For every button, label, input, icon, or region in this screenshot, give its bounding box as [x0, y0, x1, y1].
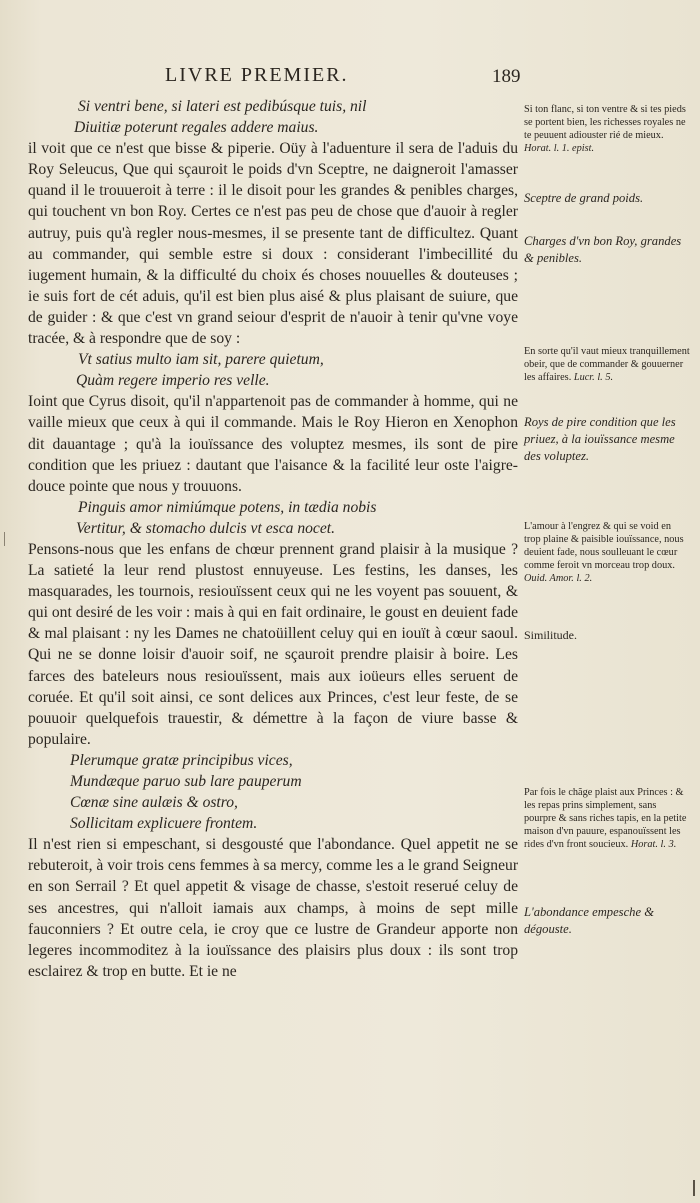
main-text-column	[28, 96, 518, 982]
paragraph-1: il voit que ce n'est que bisse & piperie. Oüy à l'aduenture il sera de l'aduis du Roy Seleucus, Que qui sçauroit le poids d'vn Sceptre, ne daigneroit l'amasser quand il le trouueroit à terre : il le disoit pour les grandes & penibles charges, qui touchent vn bon Roy. Certes ce n'est pas peu de chose que d'auoir à regler autruy, puis qu'à regler nous-mesmes, il se presente tant de difficultez. Quant au commander, qui semble estre si doux : considerant l'imbecillité du iugement humain, & la difficulté du choix és choses nouuelles & douteuses ; ie suis fort de cét aduis, qu'il est bien plus aisé & plus plaisant de suiure, que de guider : & que c'est vn grand seiour d'esprit de n'auoir à tenir qu'vne voye tracée, & à respondre que de soy :	[28, 140, 518, 348]
margin-note-2: Sceptre de grand poids.	[524, 191, 644, 205]
margin-note-source: Ouid. Amor. l. 2.	[524, 573, 593, 584]
margin-note-source: Horat. l. 1. epist.	[524, 143, 595, 154]
page-number: 189	[492, 66, 521, 87]
paragraph-2: Ioint que Cyrus disoit, qu'il n'appartenoit pas de commander à homme, qui ne vaille mieux que ceux à qui il commande. Mais le Roy Hieron en Xenophon dit dauantage ; qu'à la iouïssance des voluptez mesmes, ils sont de pire condition que les priuez : dautant que l'aisance & la facilité leur oste l'aigre-douce pointe que nous y trouuons.	[28, 393, 518, 495]
verse-line: Vt satius multo iam sit, parere quietum,	[78, 351, 324, 369]
margin-note-source: Horat. l. 3.	[630, 839, 677, 850]
page-edge-mark	[4, 532, 5, 546]
verse-line: Cœnæ sine aulæis & ostro,	[70, 794, 238, 812]
verse-line: Sollicitam explicuere frontem.	[70, 815, 258, 833]
margin-note-4	[524, 345, 690, 384]
margin-note-3: Charges d'vn bon Roy, grandes & penibles.	[524, 234, 682, 265]
verse-line: Plerumque gratæ principibus vices,	[70, 751, 293, 769]
page-edge-mark	[693, 1180, 695, 1196]
margin-note-1	[524, 103, 690, 155]
verse-line: Si ventri bene, si lateri est pedibúsque tuis, nil	[78, 98, 367, 115]
margin-note-6	[524, 520, 690, 585]
verse-line: Vertitur, & stomacho dulcis vt esca nocet.	[76, 519, 335, 537]
margin-note-text: L'amour à l'engrez & qui se void en trop plaine & paisible iouïssance, nous deuient fade, nous soulleuant le cœur comme feroit vn morceau trop doux.	[524, 521, 684, 571]
latin-verse-4	[28, 750, 518, 834]
paragraph-3: Pensons-nous que les enfans de chœur prennent grand plaisir à la musique ? La satieté la leur rend plustost ennuyeuse. Les festins, les danses, les masquarades, les tournois, resiouïssent ceux qui ne les voyent pas souuent, & qui ont desiré de les voir : mais à qui en fait ordinaire, le goust en deuient fade & mal plaisant : ny les Dames ne chatoüillent celuy qui en iouït à cœur saoul. Qui ne se donne loisir d'auoir soif, ne sçauroit prendre plaisir à boire. Les farces des bateleurs nous resiouïssent, mais aux ioüeurs elles seruent de coruée. Et qu'il soit ainsi, ce sont delices aux Princes, c'est leur feste, de se pouuoir quelquefois trauestir, & démettre à la façon de viure basse & populaire.	[28, 540, 518, 748]
margin-note-source: Lucr. l. 5.	[573, 372, 614, 383]
margin-note-8	[524, 786, 690, 851]
margin-note-text: En sorte qu'il vaut mieux tranquillement obeir, que de commander & gouuerner les affaires.	[524, 346, 690, 383]
margin-note-text: Par fois le chãge plaist aux Princes : & les repas prins simplement, sans pourpre & sans riches tapis, en la petite maison d'vn pauure, espanouïssent les rides d'vn front soucieux.	[524, 787, 687, 850]
verse-line: Diuitiæ poterunt regales addere maius.	[74, 119, 319, 137]
latin-verse-2	[28, 349, 518, 391]
verse-line: Pinguis amor nimiúmque potens, in tædia nobis	[78, 498, 377, 516]
paragraph-4: Il n'est rien si empeschant, si desgousté que l'abondance. Quel appetit ne se rebuteroit, à voir trois cens femmes à sa mercy, comme les a le grand Seigneur en son Serrail ? Et quel appetit & visage de chasse, s'estoit reserué celuy de ses ancestres, qui n'alloit iamais aux champs, à moins de sept mille fauconniers ? Et outre cela, ie croy que ce lustre de Grandeur apporte non legeres incommoditez à la iouïssance des plaisirs plus doux : ils sont trop esclairez & trop en butte. Et ie ne	[28, 836, 519, 980]
verse-line: Mundæque paruo sub lare pauperum	[70, 773, 302, 790]
latin-verse-3	[28, 497, 518, 539]
page-header	[0, 64, 700, 94]
latin-verse-1	[28, 96, 518, 138]
margin-note-text: Si ton flanc, si ton ventre & si tes pieds se portent bien, les richesses royales ne te peuuent adiouster rié de mieux.	[524, 104, 686, 141]
margin-note-5: Roys de pire condition que les priuez, à la iouïssance mesme des voluptez.	[524, 415, 676, 463]
margin-note-9: L'abondance empesche & dégouste.	[524, 905, 654, 936]
verse-line: Quàm regere imperio res velle.	[76, 372, 270, 390]
margin-note-7: Similitude.	[524, 628, 578, 642]
running-head: LIVRE PREMIER.	[165, 64, 349, 86]
